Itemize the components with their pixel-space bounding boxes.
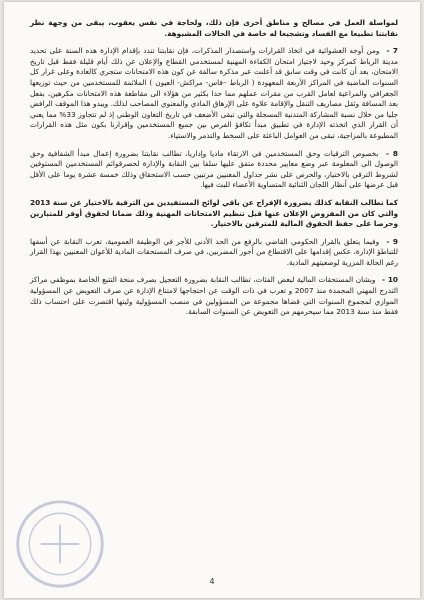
paragraph-text: ومن أوجه العشوائية في اتخاذ القرارات واستصدار المذكرات، فإن نقابتنا تندد بإقدام الإدارة هذه السنة على تحديد مدينة الرباط كمركز وحيد لاجتياز امتحان الكفاءة المهنية لمستخدمي القطاع والإعلان عن ذلك أيام قليلة فقط قبل تاريخ الامتحان، بعد أن كانت في وقت سابق قد أعلنت عبر مذكرة سالفة عن كون هذه الامتحانات ستجري كالعادة وعلى غرار كل السنوات الماضية في المراكز الأربعة المعهودة ( الرباط –فاس- مراكش- العيون ) الملائمة للمستخدمين من حيث توزيعها الجغرافي والمراعية لعامل القرب من مقرات عملهم مما حدا بكثير من هؤلاء الى مقاطعة هذه الامتحانات مكرهين، بفعل بعد المسافة وثقل مصاريف التنقل والإقامة علاوة على الإرهاق المادي والمعنوي المصاحب لذلك. ويبدو هذا الموقف الرافض جليا من خلال نسبة المشاركة المتدنية المسجلة والتي تبقى الأضعف في تاريخ التعاون الوطني إذ لم تتجاوز 33% مما يعني أن القرار الذي اتخذته الإدارة في تطبيق مبدأ تكافؤ الفرص بين جميع المستخدمين وإقرارنا بكون مثل هذه القرارات المطبوعة بالمزاجية، تبقى من العوامل الباعثة على السخط والتذمر والاستياء. [30,46,398,140]
document-body [30,18,398,325]
paragraph-9 [30,237,398,269]
paragraph-number: 7 - [386,46,398,56]
page-number: 4 [209,577,215,586]
paragraph-number: 10 - [382,275,398,285]
paragraph-number: 9 - [386,236,398,246]
paragraph-7 [30,46,398,141]
paragraph-8 [30,149,398,191]
paragraph-8-continued [30,198,398,230]
paragraph-text: كما تطالب النقابة كذلك بضرورة الإفراج عن باقي لوائح المستفيدين من الترقية بالاختيار عن سنة 2013 والتي كان من المفروض الإعلان عنها قبل تنظيم الامتحانات المهنية وذلك ضمانا لحقوق أوفر للمتبارين وحرصا على حفظ الحقوق المالية للمترقين بالاختيار. [30,197,398,229]
paragraph-intro [30,18,398,39]
document-page [4,2,420,598]
paragraph-text: وفيما يتعلق بالقرار الحكومي القاضي بالرفع من الحد الأدنى للأجر في الوظيفة العمومية، تعرب النقابة عن أسفها للتباطؤ الإدارة، عكس إقدامها على الاقتطاع من أجور المضربين، في صرف المستحقات المادية للأعوان المعنيين بهذا القرار رغم الحالة المزرية لوضعيتهم المادية. [30,236,398,267]
paragraph-text: وبشان المستحقات المالية لبعض الفئات، تطالب النقابة بضرورة التعجيل بصرف منحة التتبع الخاصة بموظفي مراكز التدرج المهني المجمدة منذ 2007 و تعرب في ذات الوقت عن احتجاجها لامتناع الإدارة عن صرف التعويض عن المسؤولية الموازي لمجموع السنوات التي قضاها مجموعة من المسؤولين في منصب المسؤولية وليتها اقتصرت على احتساب ذلك فقط منذ سنة 2013 مما سيحرمهم من التعويض عن السنوات السابقة. [30,275,398,317]
paragraph-text: بخصوص الترقيات وحق المستخدمين في الارتقاء ماديا وإداريا، تطالب نقابتنا بضرورة إعمال مبدأ الشفافية وحق الوصول الى المعلومة عبر وضع معايير محددة متفق عليها سلفا بين النقابة والإدارة لحصرقوائم المستخدمين المستوفين لشروط الترقي بالاختيار، والحرص على نشر جداول المعنيين مرتبين حسب الاستحقاق وذلك خمسة عشرة يوما على الأقل قبل عرضها على أنظار اللجان الثنائية المتساوية الأعضاء للبث فيها. [30,148,398,190]
paragraph-number: 8 - [386,148,398,158]
paragraph-text: لمواصلة العمل في مصالح و مناطق أخرى فإن ذلك، ولحاجة في نفس يعقوب، يبقى من وجهة نظر نقابتنا تطبيعا مع الفساد وتشجيعا له خاصة في الحالات المشبوهة. [30,18,398,38]
paragraph-10 [30,275,398,317]
